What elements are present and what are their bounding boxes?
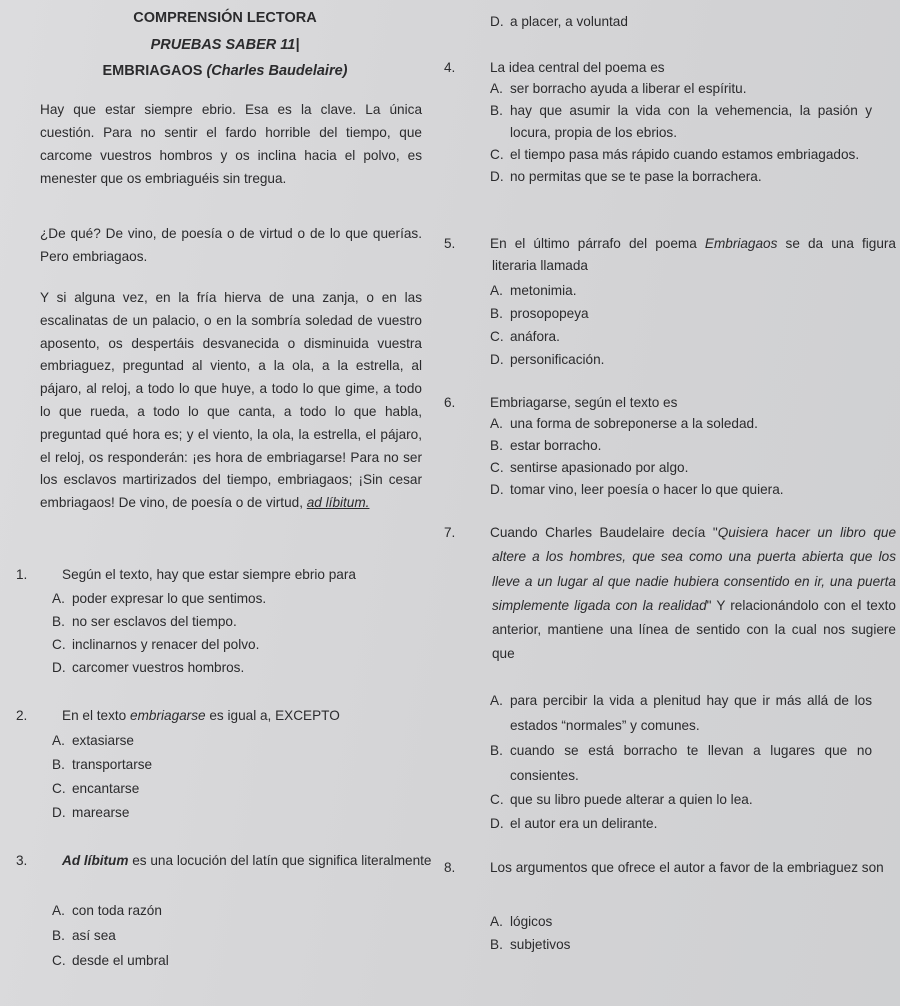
option-letter: A. — [52, 903, 65, 918]
option-text: subjetivos — [510, 937, 571, 952]
question-text-bold: Ad líbitum — [62, 853, 129, 868]
question-3-option-d — [484, 11, 872, 33]
option-a[interactable] — [484, 911, 872, 933]
option-letter: C. — [52, 637, 66, 652]
poem-paragraph-2: ¿De qué? De vino, de poesía o de virtud o de lo que querías. Pero embriagaos. — [40, 226, 422, 264]
option-c[interactable] — [46, 778, 416, 800]
option-b[interactable] — [484, 738, 872, 788]
option-letter: A. — [52, 591, 65, 606]
option-b[interactable] — [484, 934, 872, 956]
option-b[interactable] — [484, 100, 872, 144]
option-d[interactable] — [484, 11, 872, 33]
question-1-options — [46, 588, 416, 679]
option-b[interactable] — [46, 925, 416, 947]
question-2 — [16, 705, 446, 727]
question-text: Cuando Charles Baudelaire decía " — [490, 525, 718, 540]
option-d[interactable] — [484, 349, 872, 371]
option-a[interactable] — [46, 730, 416, 752]
option-b[interactable] — [484, 303, 872, 325]
poem-title — [0, 63, 450, 79]
poem-title-work: EMBRIAGAOS — [102, 63, 203, 79]
option-text: ser borracho ayuda a liberar el espíritu. — [510, 81, 747, 96]
option-text: con toda razón — [72, 903, 162, 918]
option-d[interactable] — [46, 802, 416, 824]
poem-title-author: (Charles Baudelaire) — [206, 63, 348, 79]
option-letter: B. — [490, 103, 503, 118]
option-letter: A. — [490, 416, 503, 431]
option-text: personificación. — [510, 352, 605, 367]
question-number: 7. — [444, 525, 456, 540]
option-text: a placer, a voluntad — [510, 14, 628, 29]
option-letter: A. — [490, 81, 503, 96]
question-7-options — [484, 688, 872, 836]
poem-paragraph-3-end: ad líbitum. — [306, 495, 370, 511]
option-letter: B. — [52, 614, 65, 629]
header-subtitle: PRUEBAS SABER 11| — [150, 37, 300, 53]
option-text: poder expresar lo que sentimos. — [72, 591, 267, 606]
option-text: carcomer vuestros hombros. — [72, 660, 245, 675]
question-8 — [444, 853, 896, 882]
poem-paragraph-3-text: Y si alguna vez, en la fría hierva de una zanja, o en las escalinatas de un palacio, o en la sombría soledad de vuestro aposento, os despertáis desvanecida o disminuida vuestra embriaguez, preguntad al viento, a la ola, a la estrella, al pájaro, al reloj, a todo lo que huye, a todo lo que gime, a todo lo que rueda, a todo lo que canta, a todo lo que habla, preguntad qué hora es; y el viento, la ola, la estrella, el pájaro, el reloj, os responderán: ¡es hora de embriagarse! Para no ser los esclavos martirizados del tiempo, embriagaos; ¡Sin cesar embriagaos! De vino, de poesía o de virtud, — [40, 290, 422, 511]
option-a[interactable] — [484, 280, 872, 302]
question-1 — [16, 564, 446, 586]
option-d[interactable] — [484, 166, 872, 188]
option-letter: B. — [490, 306, 503, 321]
option-letter: D. — [490, 482, 504, 497]
question-3-options — [46, 900, 416, 972]
poem-paragraph-3 — [40, 287, 422, 515]
option-letter: D. — [490, 816, 504, 831]
option-letter: C. — [490, 329, 504, 344]
question-text: La idea central del poema es — [490, 60, 665, 75]
option-text: el autor era un delirante. — [510, 816, 658, 831]
question-number: 3. — [16, 853, 28, 868]
question-8-options — [484, 911, 872, 956]
option-letter: D. — [490, 169, 504, 184]
option-text: el tiempo pasa más rápido cuando estamos embriagados. — [510, 147, 860, 162]
option-a[interactable] — [46, 588, 416, 610]
option-a[interactable] — [484, 413, 872, 435]
question-number: 5. — [444, 236, 456, 251]
option-text: marearse — [72, 805, 130, 820]
option-d[interactable] — [484, 812, 872, 836]
option-letter: C. — [490, 792, 504, 807]
option-text: lógicos — [510, 914, 553, 929]
option-letter: B. — [490, 438, 503, 453]
option-text: transportarse — [72, 757, 153, 772]
option-text: estar borracho. — [510, 438, 602, 453]
option-text: inclinarnos y renacer del polvo. — [72, 637, 260, 652]
question-7 — [444, 521, 896, 667]
question-text-italic: embriagarse — [130, 708, 206, 723]
option-letter: D. — [52, 660, 66, 675]
option-letter: A. — [490, 914, 503, 929]
option-letter: C. — [52, 953, 66, 968]
option-a[interactable] — [46, 900, 416, 922]
option-text: tomar vino, leer poesía o hacer lo que quiera. — [510, 482, 784, 497]
question-number: 2. — [16, 708, 28, 723]
option-letter: B. — [52, 928, 65, 943]
option-letter: C. — [490, 460, 504, 475]
option-letter: B. — [490, 937, 503, 952]
option-text: hay que asumir la vida con la vehemencia, la pasión y locura, propia de los ebrios. — [510, 103, 872, 140]
question-text: se da una figura literaria llamada — [492, 236, 896, 273]
question-4-options — [484, 78, 872, 188]
option-letter: C. — [52, 781, 66, 796]
question-number: 4. — [444, 60, 456, 75]
option-text: prosopopeya — [510, 306, 589, 321]
option-letter: D. — [490, 14, 504, 29]
option-c[interactable] — [484, 457, 872, 479]
option-text: extasiarse — [72, 733, 134, 748]
option-text: una forma de sobreponerse a la soledad. — [510, 416, 758, 431]
question-text-italic: Embriagaos — [704, 236, 778, 251]
option-b[interactable] — [46, 754, 416, 776]
question-text: Según el texto, hay que estar siempre ebrio para — [62, 567, 356, 582]
option-c[interactable] — [46, 950, 416, 972]
option-letter: D. — [52, 805, 66, 820]
option-text: cuando se está borracho te llevan a lugares que no consientes. — [510, 743, 872, 783]
option-b[interactable] — [484, 435, 872, 457]
question-number: 6. — [444, 395, 456, 410]
option-letter: A. — [490, 283, 503, 298]
option-letter: A. — [490, 693, 503, 708]
option-c[interactable] — [46, 634, 416, 656]
question-text: es igual a, EXCEPTO — [205, 708, 340, 723]
question-text: Los argumentos que ofrece el autor a favor de la embriaguez son — [490, 860, 884, 875]
header-title: COMPRENSIÓN LECTORA — [133, 10, 317, 26]
question-text: " Y relacionándolo con el texto anterior, mantiene una línea de sentido con la cual nos sugiere que — [492, 597, 896, 662]
option-letter: B. — [52, 757, 65, 772]
question-text: Embriagarse, según el texto es — [490, 395, 678, 410]
option-text: metonimia. — [510, 283, 577, 298]
option-text: no permitas que se te pase la borrachera. — [510, 169, 762, 184]
question-5-options — [484, 280, 872, 371]
option-text: así sea — [72, 928, 116, 943]
option-c[interactable] — [484, 144, 872, 166]
option-text: encantarse — [72, 781, 140, 796]
option-text: que su libro puede alterar a quien lo lea. — [510, 792, 753, 807]
option-letter: B. — [490, 743, 503, 758]
option-c[interactable] — [484, 788, 872, 812]
question-text: En el texto — [62, 708, 131, 723]
question-text: es una locución del latín que significa literalmente — [128, 853, 432, 868]
question-6 — [444, 392, 896, 414]
option-text: anáfora. — [510, 329, 560, 344]
question-number: 8. — [444, 860, 456, 875]
question-2-options — [46, 730, 416, 824]
option-text: para percibir la vida a plenitud hay que ir más allá de los estados “normales” y comunes. — [510, 693, 872, 733]
question-text: En el último párrafo del poema — [490, 236, 705, 251]
option-letter: A. — [52, 733, 65, 748]
option-letter: C. — [490, 147, 504, 162]
option-c[interactable] — [484, 326, 872, 348]
option-letter: D. — [490, 352, 504, 367]
question-6-options — [484, 413, 872, 501]
option-a[interactable] — [484, 78, 872, 100]
option-text: desde el umbral — [72, 953, 169, 968]
question-5 — [444, 233, 896, 277]
option-b[interactable] — [46, 611, 416, 633]
question-4 — [444, 57, 896, 79]
option-d[interactable] — [484, 479, 872, 501]
option-text: sentirse apasionado por algo. — [510, 460, 689, 475]
poem-paragraph-1: Hay que estar siempre ebrio. Esa es la clave. La única cuestión. Para no sentir el fardo horrible del tiempo, que carcome vuestros hombros y os inclina hacia el polvo, es menester que os embriaguéis sin tregua. — [40, 102, 422, 186]
question-3 — [16, 846, 446, 876]
question-number: 1. — [16, 567, 28, 582]
option-text: no ser esclavos del tiempo. — [72, 614, 237, 629]
option-a[interactable] — [484, 688, 872, 738]
question-quote: Quisiera hacer un libro que altere a los hombres, que sea como una puerta abierta que los lleve a un lugar al que nadie hubiera consentido en ir, una puerta simplemente ligada con la realidad — [492, 525, 896, 613]
option-d[interactable] — [46, 657, 416, 679]
